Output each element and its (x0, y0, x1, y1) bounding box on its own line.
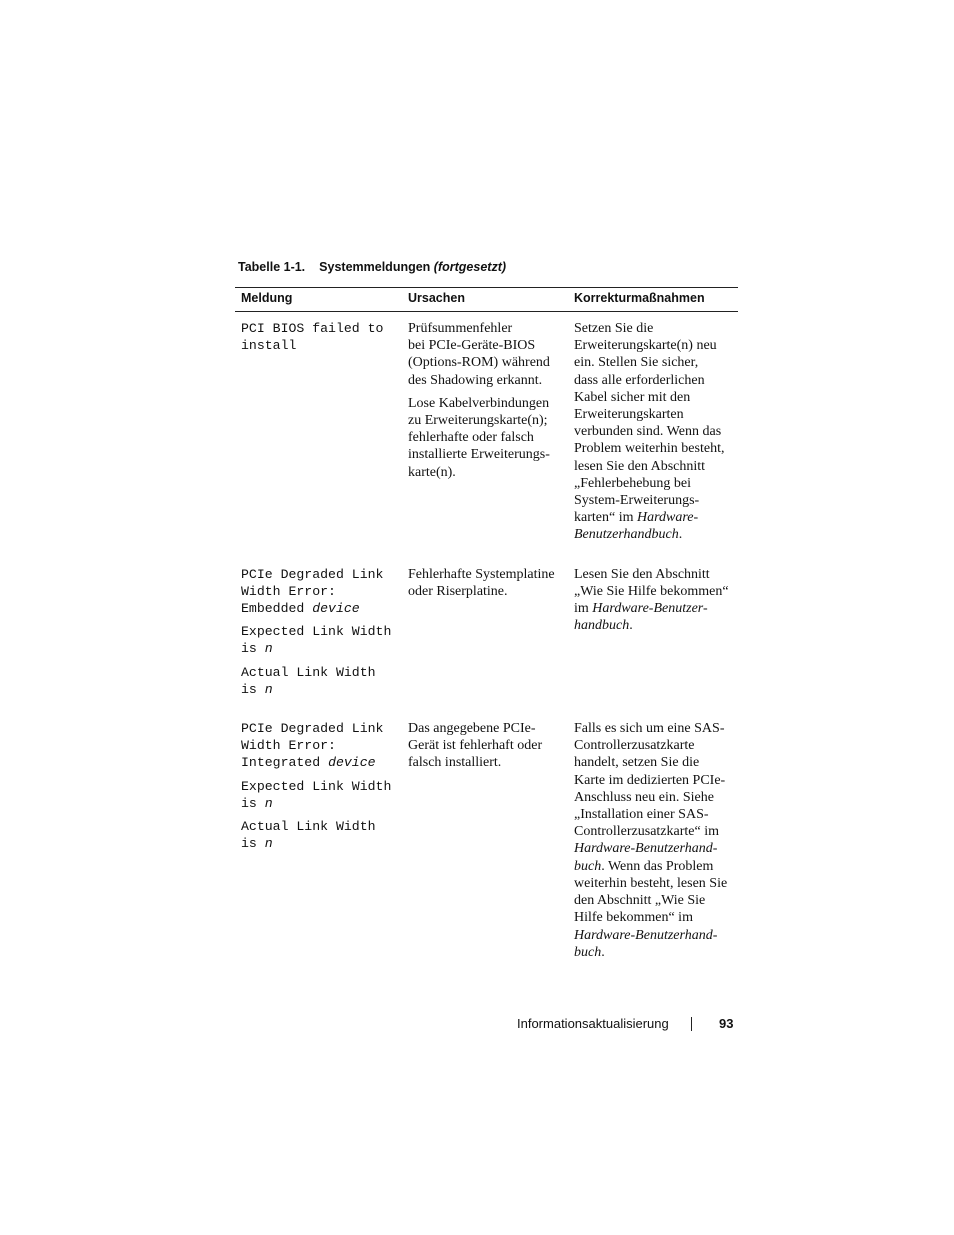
header-korrekturmassnahmen: Korrekturmaßnahmen (568, 288, 738, 312)
manual-reference: Hardware-Benutzer- handbuch (574, 601, 708, 634)
header-meldung: Meldung (235, 288, 402, 312)
action-text (574, 566, 734, 635)
message-variable: device (312, 601, 360, 617)
action-text-part: Falls es sich um eine SAS- Controllerzusatzkarte handelt, setzen Sie die Karte im dedizierten PCIe- Anschluss neu ein. Siehe „Installation einer SAS- Controllerzusatzkarte“ im (574, 721, 726, 840)
action-text-part: Setzen Sie die Erweiterungskarte(n) neu ein. Stellen Sie sicher, dass alle erforderlichen Kabel sicher mit den Erweiterungskarten verbunden sind. Wenn das Problem weiterhin besteht, lesen Sie den Abschnitt „Fehlerbehebung bei System-Erweiterungs- karten“ im (574, 321, 725, 526)
table-row (235, 712, 738, 975)
cause-text: Das angegebene PCIe- Gerät ist fehlerhaft oder falsch installiert. (408, 721, 543, 771)
actions-cell (568, 312, 738, 558)
message-cell (235, 312, 402, 558)
action-text-part: . (601, 944, 605, 960)
causes-cell (402, 558, 568, 712)
message-text-part: Actual Link Width is (241, 664, 376, 697)
message-variable: n (264, 681, 273, 697)
message-variable: n (264, 836, 273, 852)
message-text-part: PCIe Degraded Link Width Error: Integrated (241, 721, 384, 771)
message-text-part: Expected Link Width is (241, 624, 392, 657)
causes-cell (402, 312, 568, 558)
causes-cell (402, 712, 568, 975)
message-text-part: Actual Link Width is (241, 819, 376, 852)
action-text-part: . (629, 618, 633, 634)
action-text-part: . (678, 527, 683, 543)
action-text (574, 720, 734, 961)
manual-reference: Hardware-Benutzerhand- buch (574, 841, 718, 874)
table-header-row (235, 288, 738, 312)
footer-divider (691, 1017, 692, 1031)
manual-reference: Hardware-Benutzerhand- buch (574, 927, 718, 960)
system-messages-table (235, 287, 738, 975)
header-ursachen: Ursachen (402, 288, 568, 312)
message-text (241, 778, 398, 812)
actions-cell (568, 558, 738, 712)
caption-label: Tabelle 1-1. (238, 260, 306, 274)
action-text-part: . Wenn das Problem weiterhin besteht, lesen Sie den Abschnitt „Wie Sie Hilfe bekommen“ im (574, 858, 728, 926)
action-text-part: Lesen Sie den Abschnitt „Wie Sie Hilfe bekommen“ im (574, 566, 729, 617)
action-text (574, 320, 734, 544)
caption-title: Systemmeldungen (319, 260, 431, 274)
message-text: PCI BIOS failed to install (241, 321, 384, 354)
table-row (235, 558, 738, 712)
message-text (241, 720, 398, 772)
actions-cell (568, 712, 738, 975)
message-text (241, 664, 398, 698)
message-text (241, 818, 398, 852)
message-text-part: Expected Link Width is (241, 778, 392, 811)
message-variable: n (264, 795, 273, 811)
manual-reference: Hardware- Benutzerhandbuch (574, 510, 699, 543)
table-caption (238, 260, 506, 274)
cause-text: Lose Kabelverbindungen zu Erweiterungskarte(n); fehlerhafte oder falsch installierte Erweiterungs- karte(n). (408, 395, 550, 480)
message-text (241, 566, 398, 618)
message-cell (235, 558, 402, 712)
table-row (235, 312, 738, 558)
cause-text: Prüfsummenfehler bei PCIe-Geräte-BIOS (Options-ROM) während des Shadowing erkannt. (408, 321, 550, 388)
message-text-part: PCIe Degraded Link Width Error: Embedded (241, 566, 384, 617)
footer-section-title: Informationsaktualisierung (517, 1016, 669, 1031)
caption-suffix: (fortgesetzt) (433, 260, 507, 274)
cause-text: Fehlerhafte Systemplatine oder Riserplatine. (408, 566, 555, 599)
page-number: 93 (719, 1016, 734, 1031)
message-cell (235, 712, 402, 975)
message-variable: device (328, 755, 376, 771)
message-text (241, 623, 398, 657)
message-variable: n (264, 641, 273, 657)
